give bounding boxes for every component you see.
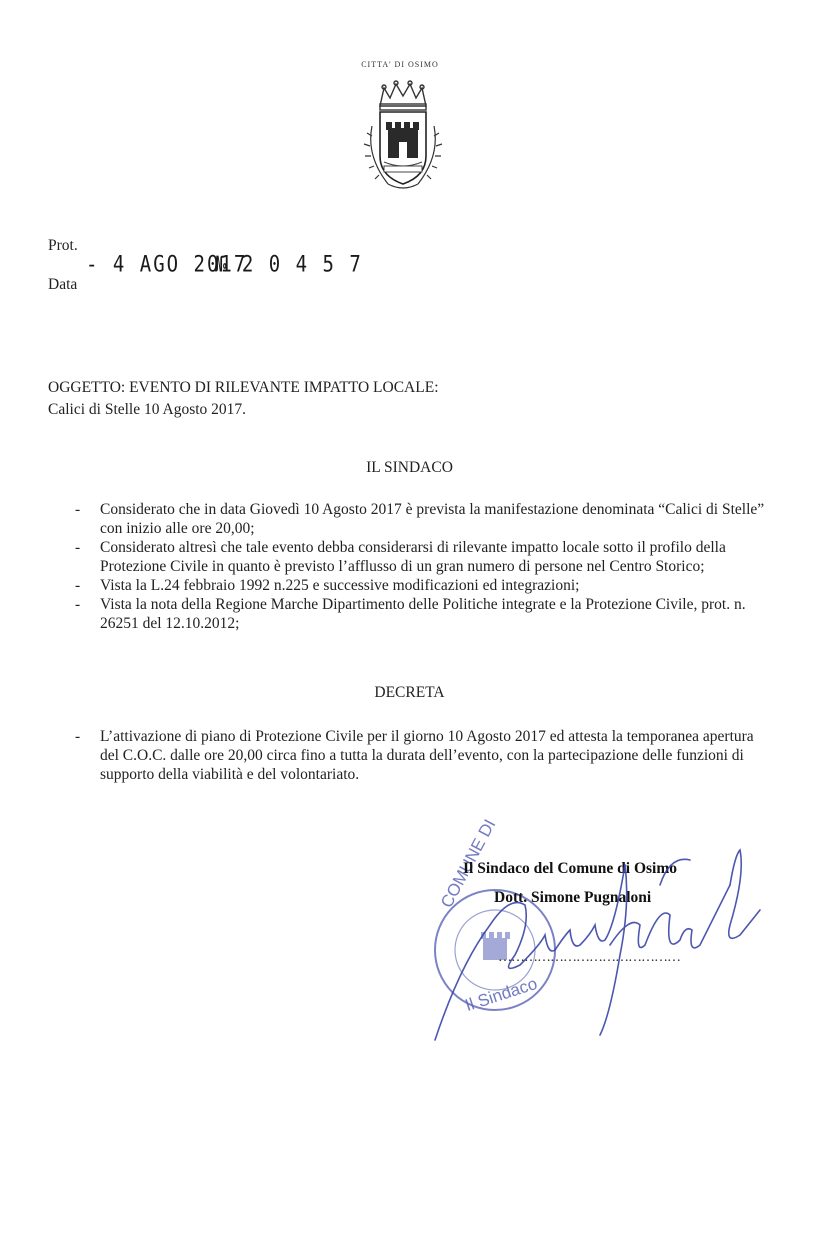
consideration-item xyxy=(75,538,765,576)
city-label: CITTA' DI OSIMO xyxy=(361,60,439,69)
list-dash: - xyxy=(75,501,81,518)
signature-dotted-line: …………………………………… xyxy=(498,950,680,965)
decree-list xyxy=(75,727,765,784)
subject-line-1: OGGETTO: EVENTO DI RILEVANTE IMPATTO LOCALE: xyxy=(48,379,439,396)
consideration-text: Vista la nota della Regione Marche Dipartimento delle Politiche integrate e la Protezione Civile, prot. n. 26251 del 12.10.2012; xyxy=(100,596,746,632)
prot-label: Prot. xyxy=(48,237,78,254)
protocol-number-stamp: № 2 0 4 5 7 xyxy=(215,252,363,278)
list-dash: - xyxy=(75,596,81,613)
list-dash: - xyxy=(75,577,81,594)
signature-title: Il Sindaco del Comune di Osimo xyxy=(463,860,678,877)
data-label: Data xyxy=(48,276,78,293)
seal-text-top: COMUNE DI xyxy=(437,816,500,911)
seal-text-bottom: Il Sindaco xyxy=(462,973,540,1016)
protocol-date-stamp: - 4 AGO 2017 xyxy=(86,252,248,278)
consideration-text: Vista la L.24 febbraio 1992 n.225 e successive modificazioni ed integrazioni; xyxy=(100,577,580,594)
document-title: IL SINDACO xyxy=(366,459,453,476)
handwritten-signature-icon xyxy=(430,845,770,1045)
considerations-list xyxy=(75,500,765,633)
decree-text: L’attivazione di piano di Protezione Civile per il giorno 10 Agosto 2017 ed attesta la temporanea apertura del C.O.C. dalle ore 20,00 circa fino a tutta la durata dell’evento, con la partecipazione delle funzioni di supporto della viabilità e del volontariato. xyxy=(100,728,754,783)
city-coat-of-arms-icon xyxy=(358,76,448,196)
list-dash: - xyxy=(75,728,81,745)
consideration-text: Considerato altresì che tale evento debba considerarsi di rilevante impatto locale sotto il profilo della Protezione Civile in quanto è previsto l’afflusso di un gran numero di persone nel Centro Storico; xyxy=(100,539,726,575)
subject-line-2: Calici di Stelle 10 Agosto 2017. xyxy=(48,401,247,418)
consideration-text: Considerato che in data Giovedì 10 Agosto 2017 è prevista la manifestazione denominata “Calici di Stelle” con inizio alle ore 20,00; xyxy=(100,501,765,537)
decree-title: DECRETA xyxy=(374,684,445,701)
list-dash: - xyxy=(75,539,81,556)
consideration-item xyxy=(75,500,765,538)
consideration-item xyxy=(75,576,765,595)
signatory-name: Dott. Simone Pugnaloni xyxy=(494,889,652,906)
decree-item xyxy=(75,727,765,784)
consideration-item xyxy=(75,595,765,633)
